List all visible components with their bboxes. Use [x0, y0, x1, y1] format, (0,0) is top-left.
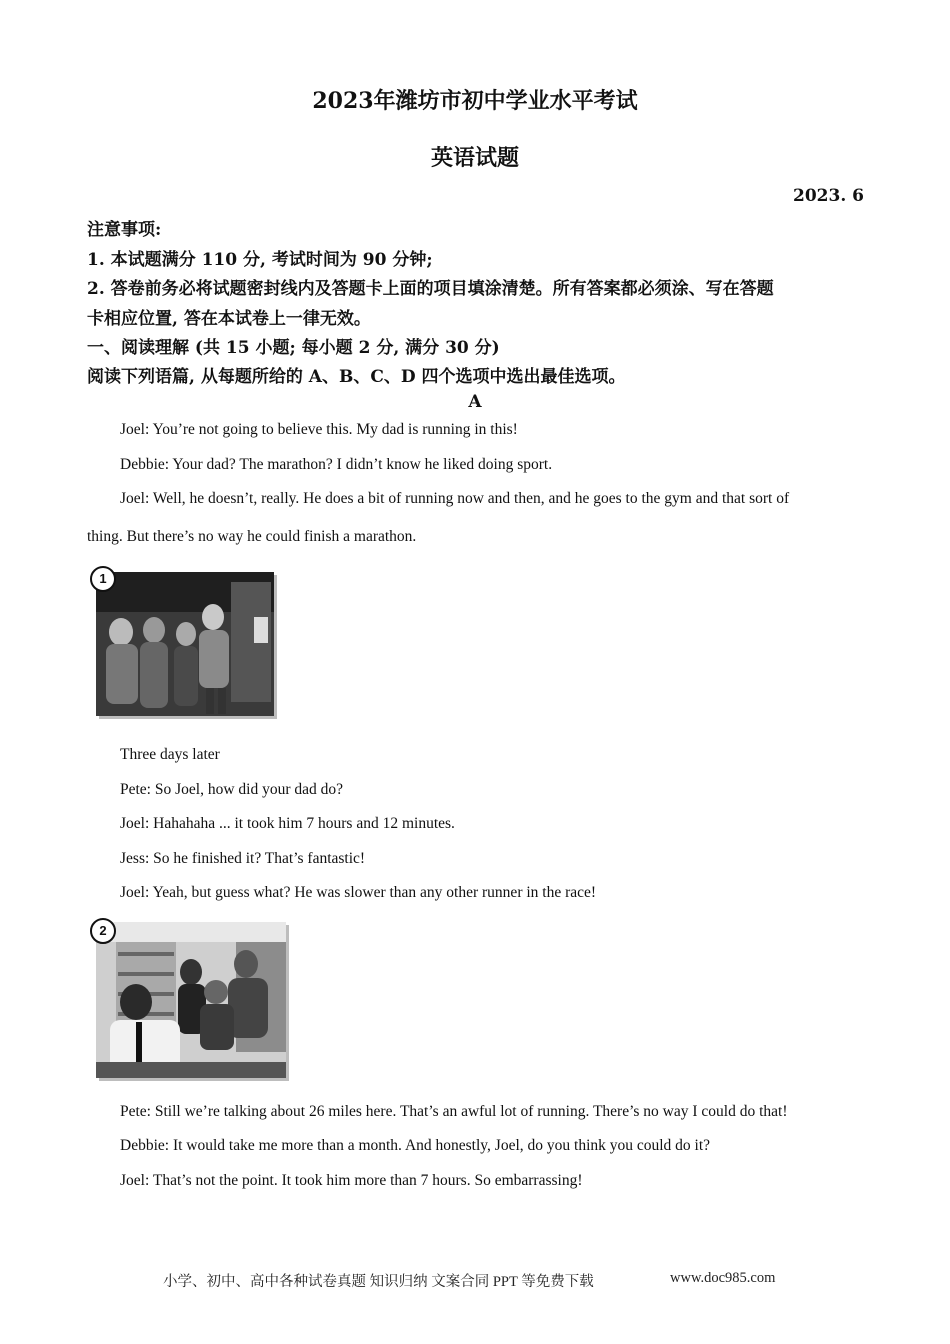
passage-label: A — [468, 392, 482, 412]
photo-2-badge: 2 — [90, 918, 116, 944]
photo-2 — [96, 922, 286, 1078]
dialogue-line: Pete: So Joel, how did your dad do? — [120, 781, 344, 798]
photo-1-badge: 1 — [90, 566, 116, 592]
exam-date: 2023. 6 — [793, 186, 864, 206]
dialogue-line: Joel: Yeah, but guess what? He was slower than any other runner in the race! — [120, 884, 597, 901]
footer-url[interactable]: www.doc985.com — [670, 1270, 776, 1286]
dialogue-line: Joel: Hahahaha ... it took him 7 hours and 12 minutes. — [120, 815, 455, 832]
footer-text: 小学、初中、高中各种试卷真题 知识归纳 文案合同 PPT 等免费下载 — [163, 1274, 594, 1290]
dialogue-line: Debbie: It would take me more than a month. And honestly, Joel, do you think you could do it? — [120, 1137, 711, 1154]
photo-people-at-door-icon — [96, 572, 274, 716]
dialogue-line: Jess: So he finished it? That’s fantastic! — [120, 850, 366, 867]
notes-heading: 注意事项: — [87, 220, 162, 240]
exam-subtitle: 英语试题 — [430, 145, 519, 171]
notes-item-1: 1. 本试题满分 110 分, 考试时间为 90 分钟; — [87, 250, 433, 270]
dialogue-line: Joel: Well, he doesn’t, really. He does a bit of running now and then, and he goes to the gym and that sort of — [120, 490, 790, 507]
photo-people-in-library-icon — [96, 922, 286, 1078]
dialogue-line: Joel: You’re not going to believe this. My dad is running in this! — [120, 421, 518, 438]
notes-item-2-line-2: 卡相应位置, 答在本试卷上一律无效。 — [87, 309, 371, 329]
dialogue-line: Three days later — [120, 746, 220, 763]
dialogue-line: Debbie: Your dad? The marathon? I didn’t know he liked doing sport. — [120, 456, 553, 473]
dialogue-line: Pete: Still we’re talking about 26 miles here. That’s an awful lot of running. There’s no way I could do that! — [120, 1103, 788, 1120]
section-instruction: 阅读下列语篇, 从每题所给的 A、B、C、D 四个选项中选出最佳选项。 — [87, 367, 626, 387]
exam-title: 2023年潍坊市初中学业水平考试 — [312, 88, 638, 114]
notes-item-2-line-1: 2. 答卷前务必将试题密封线内及答题卡上面的项目填涂清楚。所有答案都必须涂、写在答题 — [87, 279, 774, 299]
section-title: 一、阅读理解 (共 15 小题; 每小题 2 分, 满分 30 分) — [87, 338, 500, 358]
dialogue-line: thing. But there’s no way he could finish a marathon. — [87, 528, 417, 545]
photo-1 — [96, 572, 274, 716]
dialogue-line: Joel: That’s not the point. It took him more than 7 hours. So embarrassing! — [120, 1172, 583, 1189]
